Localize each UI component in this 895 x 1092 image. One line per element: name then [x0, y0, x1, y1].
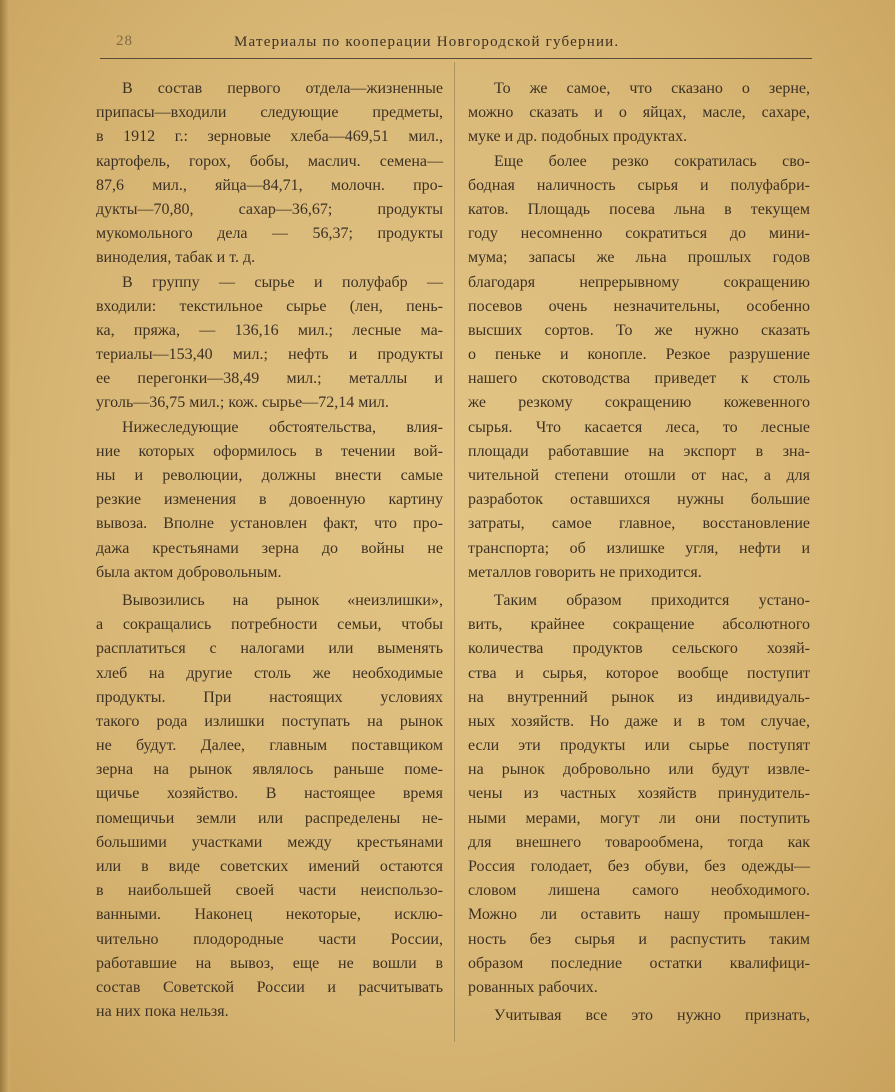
right-column	[468, 77, 810, 1028]
text-line: на них пока нельзя.	[96, 1003, 229, 1021]
text-line: расплатиться с налогами или выменять	[96, 640, 443, 658]
text-line: ны и революции, должны внести самые	[96, 467, 443, 484]
page-header	[100, 28, 812, 59]
text-line: 87,6 мил., яйца—84,71, молочн. про-	[96, 176, 443, 194]
text-line: Еще более резко сократилась сво-	[494, 152, 810, 170]
text-line: Нижеследующие обстоятельства, влия-	[122, 418, 443, 436]
page-edge-shadow	[0, 0, 10, 1092]
text-line: мума; запасы же льна прошлых годов	[468, 249, 810, 267]
text-line: посевов очень незначительны, особенно	[468, 297, 810, 315]
text-line: для внешнего товарообмена, тогда как	[468, 833, 810, 851]
text-line: ность без сырья и распустить таким	[468, 930, 810, 948]
text-line: нашего скотоводства приведет к столь	[468, 370, 810, 388]
text-line: количества продуктов сельского хозяй-	[468, 640, 810, 658]
text-line: затраты, самое главное, восстановление	[468, 515, 810, 533]
text-line: на рынок добровольно или будут извле-	[468, 761, 810, 779]
text-line: металлов говорить не приходится.	[468, 563, 702, 581]
text-line: картофель, горох, бобы, маслич. семена—	[96, 152, 443, 170]
text-line: дукты—70,80, сахар—36,67; продукты	[96, 200, 443, 218]
text-line: в наибольшей своей части неиспользо-	[96, 882, 443, 900]
text-line: То же самое, что сказано о зерне,	[494, 80, 810, 97]
text-line: Таким образом приходится устано-	[494, 591, 810, 609]
text-line: припасы—входили следующие предметы,	[96, 104, 443, 122]
text-line: если эти продукты или сырье поступят	[468, 737, 810, 755]
text-line: бодная наличность сырья и полуфабри-	[468, 176, 810, 194]
text-line: зерна на рынок являлось раньше поме-	[96, 761, 443, 779]
text-line: ка, пряжа, — 136,16 мил.; лесные ма-	[96, 321, 443, 339]
text-line: или в виде советских имений остаются	[96, 858, 443, 875]
text-line: В состав первого отдела—жизненные	[122, 80, 443, 97]
text-line: Учитывая все это нужно признать,	[494, 1007, 810, 1025]
text-line: щичье хозяйство. В настоящее время	[96, 785, 443, 803]
text-line: ванными. Наконец некоторые, исклю-	[96, 906, 443, 924]
text-line: большими участками между крестьянами	[96, 833, 443, 851]
text-line: же резкому сокращению кожевенного	[468, 394, 810, 412]
text-line: хлеб на другие столь же необходимые	[96, 664, 443, 682]
left-column	[96, 77, 443, 1024]
text-line: рованных рабочих.	[468, 978, 598, 996]
text-line: виноделия, табак и т. д.	[96, 249, 256, 267]
text-line: о пеньке и конопле. Резкое разрушение	[468, 346, 810, 364]
text-line: ее перегонки—38,49 мил.; металлы и	[96, 370, 443, 388]
text-line: продукты. При настоящих условиях	[96, 688, 443, 706]
text-line: состав Советской России и расчитывать	[96, 978, 443, 996]
text-line: сырья. Что касается леса, то лесные	[468, 418, 810, 436]
text-line: образом последние остатки квалифици-	[468, 954, 810, 972]
text-line: транспорта; об излишке угля, нефти и	[468, 539, 810, 557]
text-line: году несомненно сократиться до мини-	[468, 225, 810, 243]
text-line: уголь—36,75 мил.; кож. сырье—72,14 мил.	[96, 394, 389, 412]
text-line: чительной степени отошли от нас, а для	[468, 467, 810, 484]
text-line: такого рода излишки поступать на рынок	[96, 712, 443, 730]
text-line: Вывозились на рынок «неизлишки»,	[122, 591, 443, 609]
text-line: разработок оставшихся нужны большие	[468, 491, 810, 509]
text-line: в 1912 г.: зерновые хлеба—469,51 мил.,	[96, 128, 443, 146]
text-line: катов. Площадь посева льна в текущем	[468, 200, 810, 218]
text-line: помещичьи земли или распределены не-	[96, 809, 443, 827]
page-number: 28	[116, 33, 133, 49]
text-line: чительно плодородные части России,	[96, 930, 443, 948]
text-line: высших сортов. То же нужно сказать	[468, 321, 810, 339]
text-line: ства и сырья, которое вообще поступит	[468, 664, 810, 682]
text-line: териалы—153,40 мил.; нефть и продукты	[96, 346, 443, 364]
text-line: дажа крестьянами зерна до войны не	[96, 539, 443, 557]
text-line: мукомольного дела — 56,37; продукты	[96, 225, 443, 243]
text-line: вить, крайнее сокращение абсолютного	[468, 616, 810, 634]
text-line: можно сказать и о яйцах, масле, сахаре,	[468, 104, 810, 122]
text-line: благодаря непрерывному сокращению	[468, 273, 810, 291]
text-line: муке и др. подобных продуктах.	[468, 128, 688, 146]
text-line: работавшие на вывоз, еще не вошли в	[96, 954, 443, 972]
text-line: В группу — сырье и полуфабр —	[122, 273, 443, 291]
column-divider	[454, 62, 455, 1042]
text-line: словом лишена самого необходимого.	[468, 882, 810, 900]
text-line: а сокращались потребности семьи, чтобы	[96, 616, 443, 634]
text-line: не будут. Далее, главным поставщиком	[96, 737, 443, 755]
text-line: резкие изменения в довоенную картину	[96, 491, 443, 509]
text-line: была актом добровольным.	[96, 563, 282, 581]
text-line: Можно ли оставить нашу промышлен-	[468, 906, 810, 924]
text-line: вывоза. Вполне установлен факт, что про-	[96, 515, 443, 533]
text-line: входили: текстильное сырье (лен, пень-	[96, 297, 443, 315]
text-line: площади работавшие на экспорт в зна-	[468, 442, 810, 460]
text-line: ными мерами, могут ли они поступить	[468, 809, 810, 827]
running-title: Материалы по кооперации Новгородской губернии.	[234, 34, 620, 50]
text-line: чены из частных хозяйств принудитель-	[468, 785, 810, 803]
text-line: ние которых оформилось в течении вой-	[96, 442, 443, 460]
text-line: на внутренний рынок из индивидуаль-	[468, 688, 810, 706]
text-line: ных хозяйств. Но даже и в том случае,	[468, 712, 810, 730]
text-line: Россия голодает, без обуви, без одежды—	[468, 858, 810, 875]
